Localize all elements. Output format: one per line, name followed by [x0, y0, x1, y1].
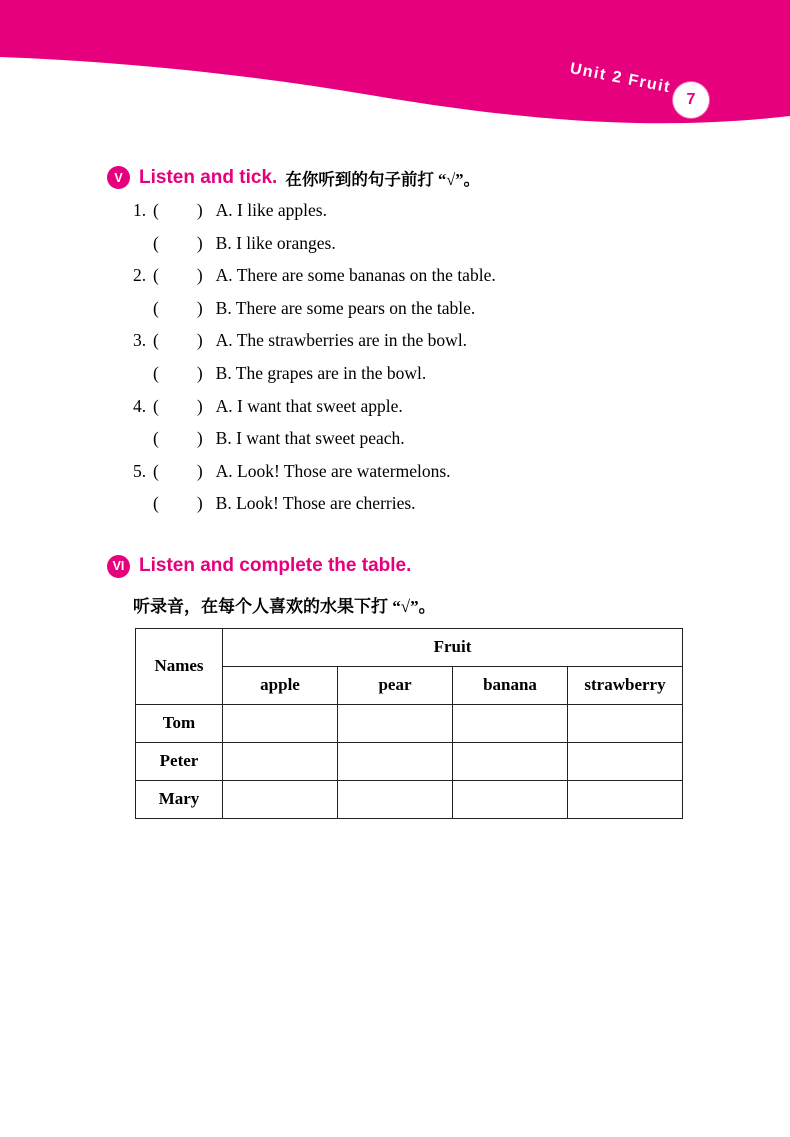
option-line: [133, 200, 730, 233]
answer-cell: [338, 704, 453, 742]
row-header: Peter: [136, 742, 223, 780]
column-header: strawberry: [568, 666, 683, 704]
section-v-marker: V: [107, 166, 130, 189]
paren-open: (: [153, 395, 159, 416]
item-number: 4.: [133, 395, 147, 416]
paren-close: ): [196, 428, 203, 449]
row-header: Mary: [136, 780, 223, 818]
paren-close: ): [196, 460, 203, 481]
option-text: A. I want that sweet apple.: [215, 395, 403, 416]
option-line: [133, 298, 730, 331]
section-v-title: Listen and tick.: [139, 166, 278, 188]
paren-open: (: [153, 362, 159, 383]
paren-close: ): [196, 493, 203, 514]
paren-close: ): [196, 232, 203, 253]
header-band-shape: [0, 0, 790, 140]
table-row: [136, 704, 683, 742]
item-number: 5.: [133, 460, 147, 481]
table-row: [136, 780, 683, 818]
page-number-badge: [673, 82, 709, 118]
option-text: B. I like oranges.: [215, 232, 336, 253]
option-line: [133, 363, 730, 396]
column-header: pear: [338, 666, 453, 704]
option-text: B. I want that sweet peach.: [215, 428, 405, 449]
paren-close: ): [196, 200, 203, 220]
section-v-header: [107, 164, 730, 191]
page-header: [0, 0, 790, 140]
paren-open: (: [153, 232, 159, 253]
table-corner-header: Names: [136, 628, 223, 704]
page-number: 7: [686, 91, 696, 108]
answer-cell: [453, 704, 568, 742]
option-line: [133, 461, 730, 494]
paren-close: ): [196, 330, 203, 351]
section-vi-subtitle: 听录音，在每个人喜欢的水果下打 “√”。: [133, 596, 436, 616]
option-line: [133, 330, 730, 363]
paren-close: ): [196, 395, 203, 416]
section-vi-title: Listen and complete the table.: [139, 555, 412, 577]
answer-cell: [453, 780, 568, 818]
option-text: B. Look! Those are cherries.: [215, 493, 416, 514]
option-line: [133, 493, 730, 526]
item-number: 2.: [133, 265, 147, 286]
paren-open: (: [153, 297, 159, 318]
paren-close: ): [196, 265, 203, 286]
option-text: A. There are some bananas on the table.: [215, 265, 496, 286]
section-v-subtitle: 在你听到的句子前打 “√”。: [285, 169, 480, 189]
paren-open: (: [153, 265, 159, 286]
answer-cell: [338, 742, 453, 780]
answer-cell: [223, 704, 338, 742]
column-header: banana: [453, 666, 568, 704]
option-text: A. The strawberries are in the bowl.: [215, 330, 468, 351]
option-text: B. The grapes are in the bowl.: [215, 362, 427, 383]
item-number: 3.: [133, 330, 147, 351]
option-line: [133, 396, 730, 429]
column-header: apple: [223, 666, 338, 704]
item-number: 1.: [133, 200, 147, 220]
answer-cell: [568, 742, 683, 780]
answer-cell: [223, 780, 338, 818]
section-vi-header: [107, 553, 730, 580]
option-text: A. I like apples.: [215, 200, 327, 220]
option-text: B. There are some pears on the table.: [215, 297, 476, 318]
answer-cell: [453, 742, 568, 780]
table-row: [136, 742, 683, 780]
page-content: [0, 164, 790, 819]
option-line: [133, 233, 730, 266]
option-text: A. Look! Those are watermelons.: [215, 460, 451, 481]
paren-open: (: [153, 460, 159, 481]
tick-list: [133, 200, 730, 526]
table-header-row-1: [136, 628, 683, 666]
paren-open: (: [153, 428, 159, 449]
table-group-header: Fruit: [223, 628, 683, 666]
paren-open: (: [153, 330, 159, 351]
row-header: Tom: [136, 704, 223, 742]
paren-open: (: [153, 200, 159, 220]
paren-close: ): [196, 297, 203, 318]
answer-cell: [568, 780, 683, 818]
unit-label: Unit 2 Fruit: [568, 60, 673, 97]
answer-cell: [568, 704, 683, 742]
paren-close: ): [196, 362, 203, 383]
option-line: [133, 428, 730, 461]
answer-cell: [338, 780, 453, 818]
option-line: [133, 265, 730, 298]
answer-cell: [223, 742, 338, 780]
fruit-table: [135, 628, 683, 819]
paren-open: (: [153, 493, 159, 514]
section-vi-marker: VI: [107, 555, 130, 578]
